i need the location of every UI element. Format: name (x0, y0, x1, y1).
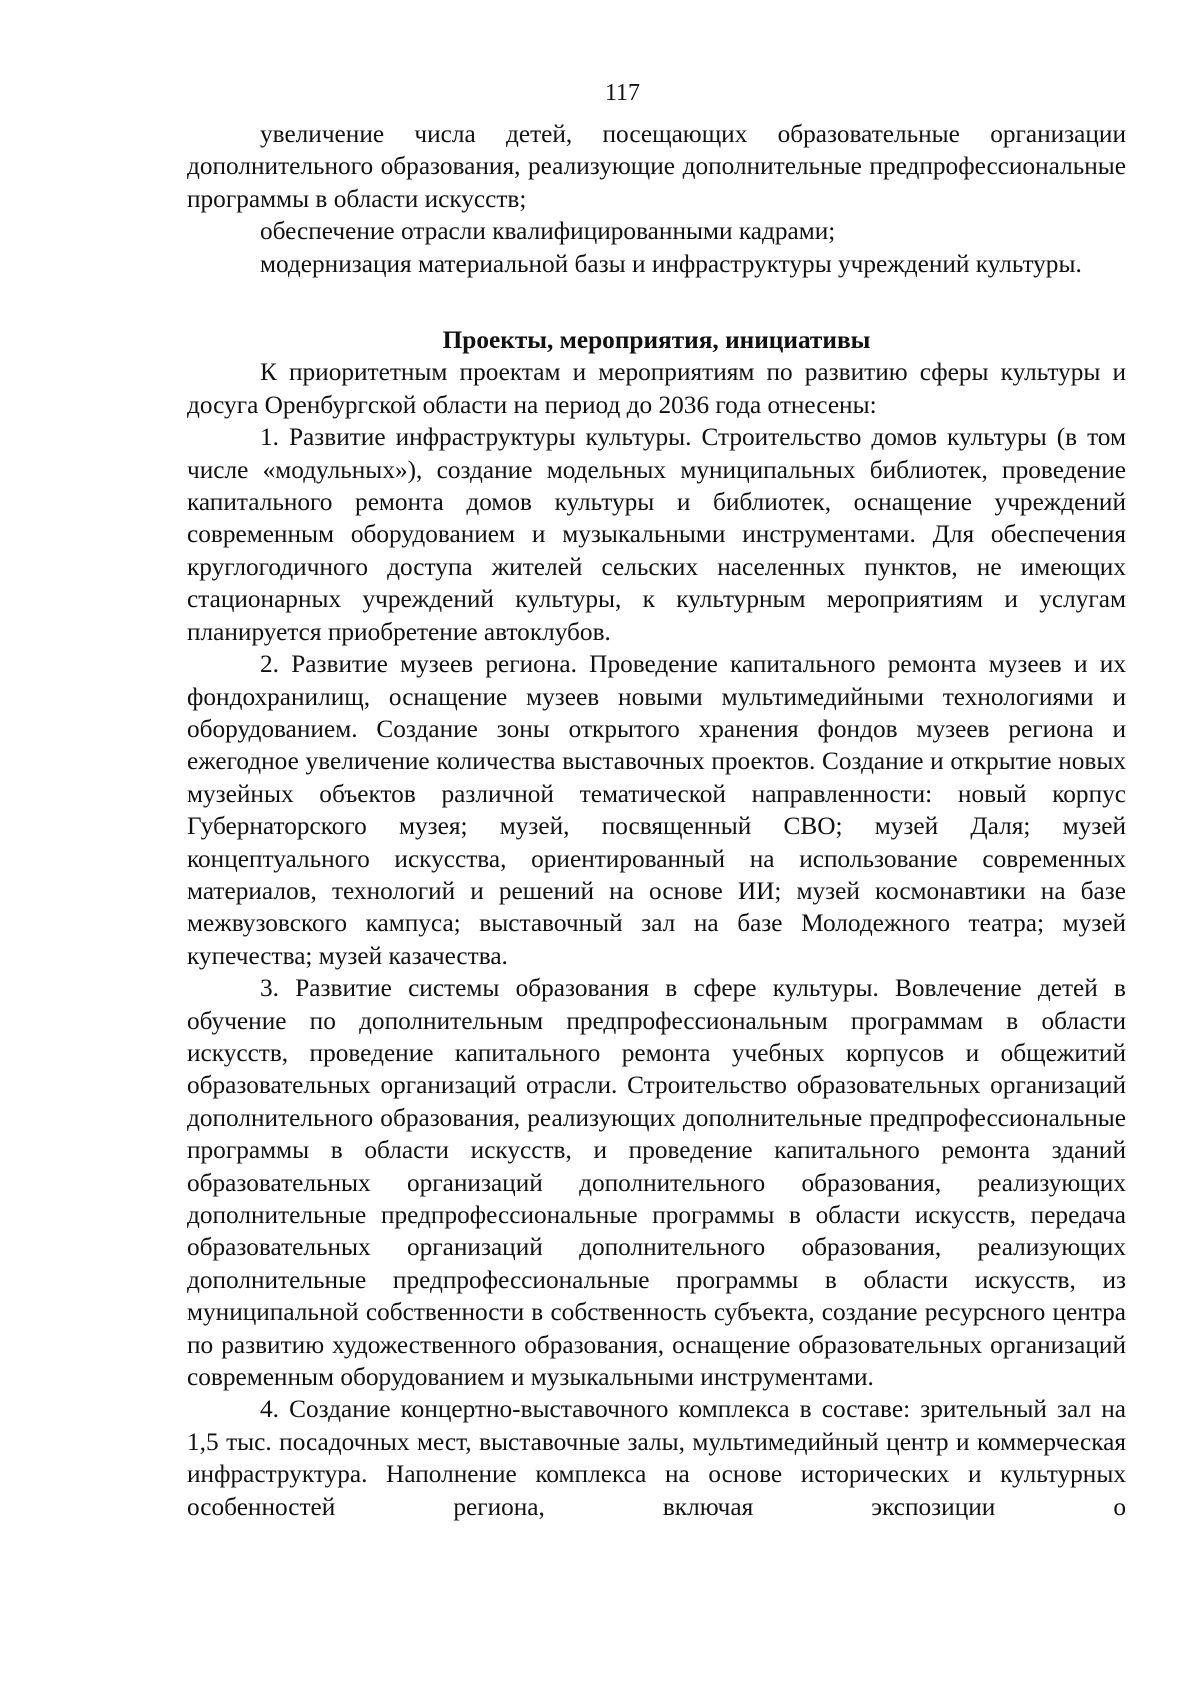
section-spacer (187, 280, 1126, 324)
section-paragraph-item-3: 3. Развитие системы образования в сфере культуры. Вовлечение детей в обучение по дополнительным предпрофессиональным программам в области искусств, проведение капитального ремонта учебных корпусов и общежитий образовательных организаций отрасли. Строительство образовательных организаций дополнительного образования, реализующих дополнительные предпрофессиональные программы в области искусств, и проведение капитального ремонта зданий образовательных организаций дополнительного образования, реализующих дополнительные предпрофессиональные программы в области искусств, передача образовательных организаций дополнительного образования, реализующих дополнительные предпрофессиональные программы в области искусств, из муниципальной собственности в собственность субъекта, создание ресурсного центра по развитию художественного образования, оснащение образовательных организаций современным оборудованием и музыкальными инструментами. (187, 974, 1126, 1392)
intro-paragraph: увеличение числа детей, посещающих образовательные организации дополнительного образования, реализующие дополнительные предпрофессиональные программы в области искусств; (187, 120, 1126, 213)
intro-paragraph: модернизация материальной базы и инфраструктуры учреждений культуры. (260, 249, 1082, 278)
section-block (187, 356, 1126, 1523)
page-number: 117 (604, 80, 641, 106)
section-heading: Проекты, мероприятия, инициативы (442, 326, 871, 355)
section-paragraph-item-1: 1. Развитие инфраструктуры культуры. Строительство домов культуры (в том числе «модульных»), создание модельных муниципальных библиотек, проведение капитального ремонта домов культуры и библиотек, оснащение учреждений современным оборудованием и музыкальными инструментами. Для обеспечения круглогодичного доступа жителей сельских населенных пунктов, не имеющих стационарных учреждений культуры, к культурным мероприятиям и услугам планируется приобретение автоклубов. (187, 423, 1126, 646)
intro-block (187, 118, 1126, 280)
section-paragraph-intro: К приоритетным проектам и мероприятиям по развитию сферы культуры и досуга Оренбургской области на период до 2036 года отнесены: (187, 358, 1126, 419)
document-body (187, 118, 1126, 1523)
section-paragraph-item-2: 2. Развитие музеев региона. Проведение капитального ремонта музеев и их фондохранилищ, оснащение музеев новыми мультимедийными технологиями и оборудованием. Создание зоны открытого хранения фондов музеев региона и ежегодное увеличение количества выставочных проектов. Создание и открытие новых музейных объектов различной тематической направленности: новый корпус Губернаторского музея; музей, посвященный СВО; музей Даля; музей концептуального искусства, ориентированный на использование современных материалов, технологий и решений на основе ИИ; музей космонавтики на базе межвузовского кампуса; выставочный зал на базе Молодежного театра; музей купечества; музей казачества. (187, 650, 1126, 970)
section-paragraph-item-4: 4. Создание концертно-выставочного комплекса в составе: зрительный зал на 1,5 тыс. посадочных мест, выставочные залы, мультимедийный центр и коммерческая инфраструктура. Наполнение комплекса на основе исторических и культурных особенностей региона, включая экспозиции о (187, 1395, 1126, 1521)
intro-paragraph: обеспечение отрасли квалифицированными кадрами; (260, 217, 836, 246)
